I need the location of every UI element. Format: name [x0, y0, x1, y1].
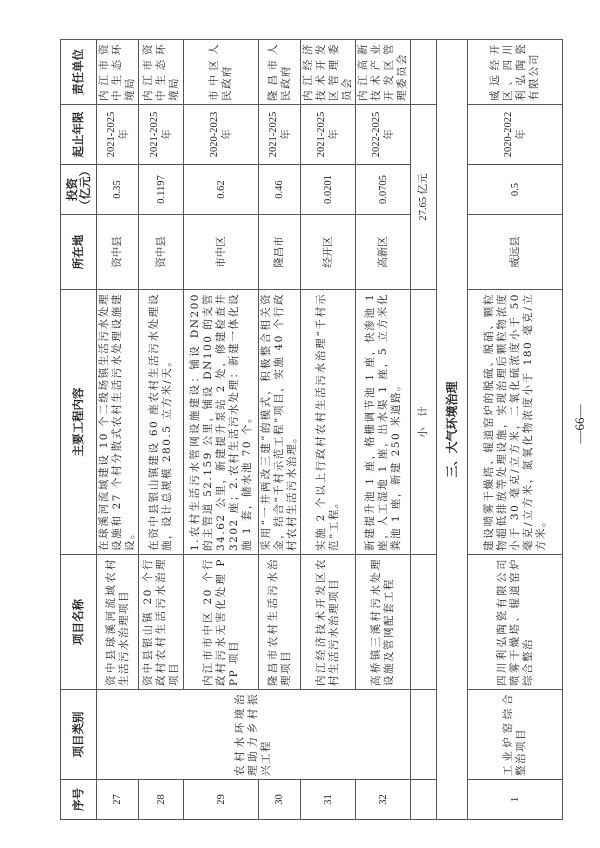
cell-responsible: 威远经开区、四川利弘陶瓷有限公司: [468, 40, 563, 105]
header-name: 项目名称: [61, 555, 97, 690]
cell-seq: 28: [139, 780, 184, 820]
cell-name: 资中县球溪河流域农村生活污水治理项目: [97, 555, 139, 690]
cell-content: 采用“一井两改三建”的模式，积极整合相关资金，结合“千村示范工程”项目，实施 40 个行政村农村生活污水治理。: [259, 290, 301, 555]
cell-responsible: 内江高新技术产业开发区管理委员会: [356, 40, 411, 105]
cell-seq: 1: [468, 780, 563, 820]
subtotal-label: 小 计: [411, 290, 437, 555]
cell-responsible: 内江市资中生态环境局: [139, 40, 184, 105]
cell-period: 2020-2022 年: [468, 105, 563, 165]
cell-content: 在资中县银山镇建设 60 座农村生活污水处理设施，设计总规模 280.5 立方米/天。: [139, 290, 184, 555]
cell-name: 内江经济技术开发区农村生活污水治理项目: [301, 555, 356, 690]
cell-category: 农村水环境治理助力乡村振兴工程: [97, 690, 411, 780]
cell-content: 建设喷雾干燥塔、辊道窑炉的脱硫、脱硝、颗粒物超低排放等处理设施，实现治理后颗粒物浓度小于 30 毫克/立方米，二氧化硫浓度小于 50 毫克/立方米，氮氧化物浓度小于 180 毫克/立方米。: [468, 290, 563, 555]
cell-investment: 0.62: [184, 165, 259, 215]
cell-location: 威远县: [468, 215, 563, 290]
header-seq: 序号: [61, 780, 97, 820]
cell-responsible: 市中区人民政府: [184, 40, 259, 105]
cell-seq: 29: [184, 780, 259, 820]
cell-name: 隆昌市农村生活污水治理项目: [259, 555, 301, 690]
cell-name: 资中县银山镇 20 个行政村农村生活污水治理项目: [139, 555, 184, 690]
cell-investment: 0.35: [97, 165, 139, 215]
header-category: 项目类别: [61, 690, 97, 780]
cell-responsible: 隆昌市人民政府: [259, 40, 301, 105]
header-responsible: 责任单位: [61, 40, 97, 105]
cell-location: 资中县: [97, 215, 139, 290]
cell-investment: 0.0201: [301, 165, 356, 215]
cell-seq: 30: [259, 780, 301, 820]
cell-name: 内江市市中区 20 个行政村污水无害化处理 PPP 项目: [184, 555, 259, 690]
cell-period: 2021-2025 年: [139, 105, 184, 165]
cell-content: 实施 2 个以上行政村农村生活污水治理“千村示范”工程。: [301, 290, 356, 555]
cell-period: 2022-2025 年: [356, 105, 411, 165]
cell-investment: 0.1197: [139, 165, 184, 215]
table-row: [97, 40, 139, 820]
cell-period: 2020-2023 年: [184, 105, 259, 165]
header-investment: 投资（亿元）: [61, 165, 97, 215]
cell-investment: 0.5: [468, 165, 563, 215]
cell-investment: 0.0705: [356, 165, 411, 215]
cell-content: 新建提升池 1 座，格栅调节池 1 座，快渗池 1 座，人工湿地 1 座，出水渠 1 座，5 立方米化粪池 1 座，新建 250 米道路。: [356, 290, 411, 555]
cell-name: 高桥镇三溪村污水处理设施及管网配套工程: [356, 555, 411, 690]
header-content: 主要工程内容: [61, 290, 97, 555]
cell-period: 2021-2025 年: [301, 105, 356, 165]
cell-period: 2021-2025 年: [97, 105, 139, 165]
cell-seq: 31: [301, 780, 356, 820]
table-row: [468, 40, 563, 820]
cell-location: 市中区: [184, 215, 259, 290]
cell-period: 2021-2025 年: [259, 105, 301, 165]
cell-seq: 27: [97, 780, 139, 820]
cell-responsible: 内江市资中生态环境局: [97, 40, 139, 105]
cell-name: 四川利弘陶瓷有限公司喷雾干燥塔、辊道窑炉综合整治: [468, 555, 563, 690]
cell-seq: 32: [356, 780, 411, 820]
cell-content: 1.农村生活污水管网设施建设：铺设 DN200 的主管道 52.159 公里，铺设 DN100 的支管 34.62 公里，新建提升泵站 2 处，修建检查井 3202 座；2.农村生活污水处理：新建一体化设施 1 套，储水池 70 个。: [184, 290, 259, 555]
section-title: 三、大气环境治理: [437, 40, 468, 820]
cell-responsible: 内江经济技术开发区管理委员会: [301, 40, 356, 105]
cell-location: 高新区: [356, 215, 411, 290]
cell-investment: 0.46: [259, 165, 301, 215]
cell-category: 工业炉窑综合整治项目: [468, 690, 563, 780]
header-period: 起止年限: [61, 105, 97, 165]
page-number: —66—: [572, 404, 587, 444]
subtotal-value: 27.65 亿元: [411, 105, 437, 290]
cell-location: 资中县: [139, 215, 184, 290]
subtotal-row: [411, 40, 437, 820]
cell-location: 经开区: [301, 215, 356, 290]
table-header-row: [61, 40, 97, 820]
project-table: [60, 39, 563, 820]
header-location: 所在地: [61, 215, 97, 290]
section-header-row: [437, 40, 468, 820]
cell-location: 隆昌市: [259, 215, 301, 290]
cell-content: 在球溪河流域建设 10 个二级场镇生活污水处理设施和 27 个村分散式农村生活污水处理设施建设。: [97, 290, 139, 555]
